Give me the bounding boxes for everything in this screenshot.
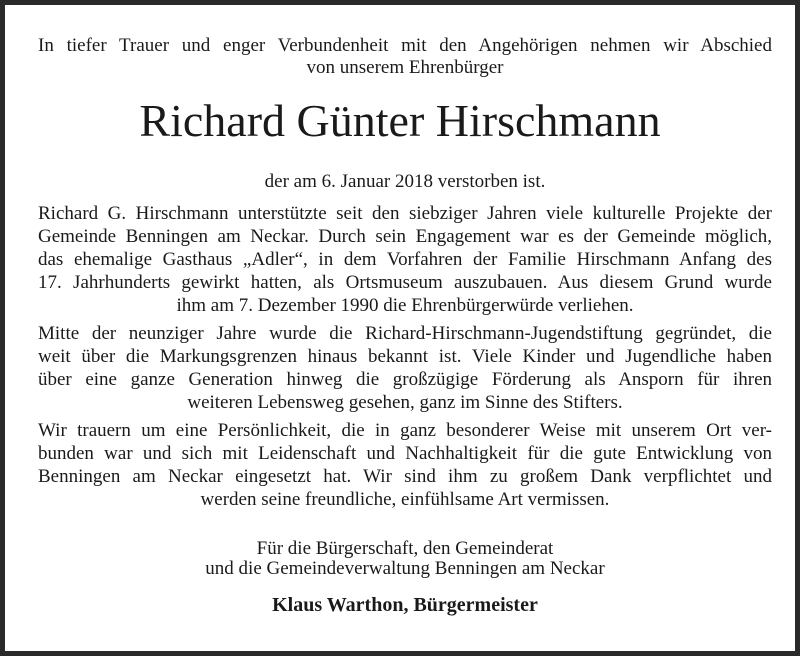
closing-line-1: Für die Bürgerschaft, den Gemeinderat <box>256 538 554 559</box>
death-date-line: der am 6. Januar 2018 verstorben ist. <box>264 171 546 192</box>
paragraph2-line: über eine ganze Generation hinweg die großzügige Förderung als Ansporn für ihren <box>38 369 772 390</box>
paragraph3-line: werden seine freundliche, einfühlsame Art vermissen. <box>200 489 610 510</box>
signature: Klaus Warthon, Bürgermeister <box>272 594 538 616</box>
paragraph1-line: Gemeinde Benningen am Neckar. Durch sein Engagement war es der Gemeinde möglich, <box>38 226 772 247</box>
intro-line-1: In tiefer Trauer und enger Verbundenheit mit den Angehörigen nehmen wir Abschied <box>38 35 772 56</box>
closing-line-2: und die Gemeindeverwaltung Benningen am Neckar <box>205 558 605 579</box>
paragraph2-line: weiteren Lebensweg gesehen, ganz im Sinne des Stifters. <box>187 392 623 413</box>
paragraph1-line: ihm am 7. Dezember 1990 die Ehrenbürgerwürde verliehen. <box>176 295 634 316</box>
paragraph1-line: 17. Jahrhunderts gewirkt hatten, als Ortsmuseum auszubauen. Aus diesem Grund wurde <box>38 272 772 293</box>
intro-line-2: von unserem Ehrenbürger <box>306 57 504 78</box>
paragraph1-line: Richard G. Hirschmann unterstützte seit den siebziger Jahren viele kulturelle Projekte der <box>38 203 772 224</box>
deceased-name: Richard Günter Hirschmann <box>139 95 661 146</box>
paragraph3-line: Wir trauern um eine Persönlichkeit, die in ganz besonderer Weise mit unserem Ort ver- <box>38 420 772 441</box>
paragraph1-line: das ehemalige Gasthaus „Adler“, in dem Vorfahren der Familie Hirschmann Anfang des <box>38 249 772 270</box>
paragraph3-line: Benningen am Neckar eingesetzt hat. Wir sind ihm zu großem Dank verpflichtet und <box>38 466 772 487</box>
paragraph3-line: bunden war und sich mit Leidenschaft und Nachhaltigkeit für die gute Entwicklung von <box>38 443 772 464</box>
paragraph2-line: Mitte der neunziger Jahre wurde die Richard-Hirschmann-Jugendstiftung gegründet, die <box>38 323 772 344</box>
paragraph2-line: weit über die Markungsgrenzen hinaus bekannt ist. Viele Kinder und Jugendliche haben <box>38 346 772 367</box>
